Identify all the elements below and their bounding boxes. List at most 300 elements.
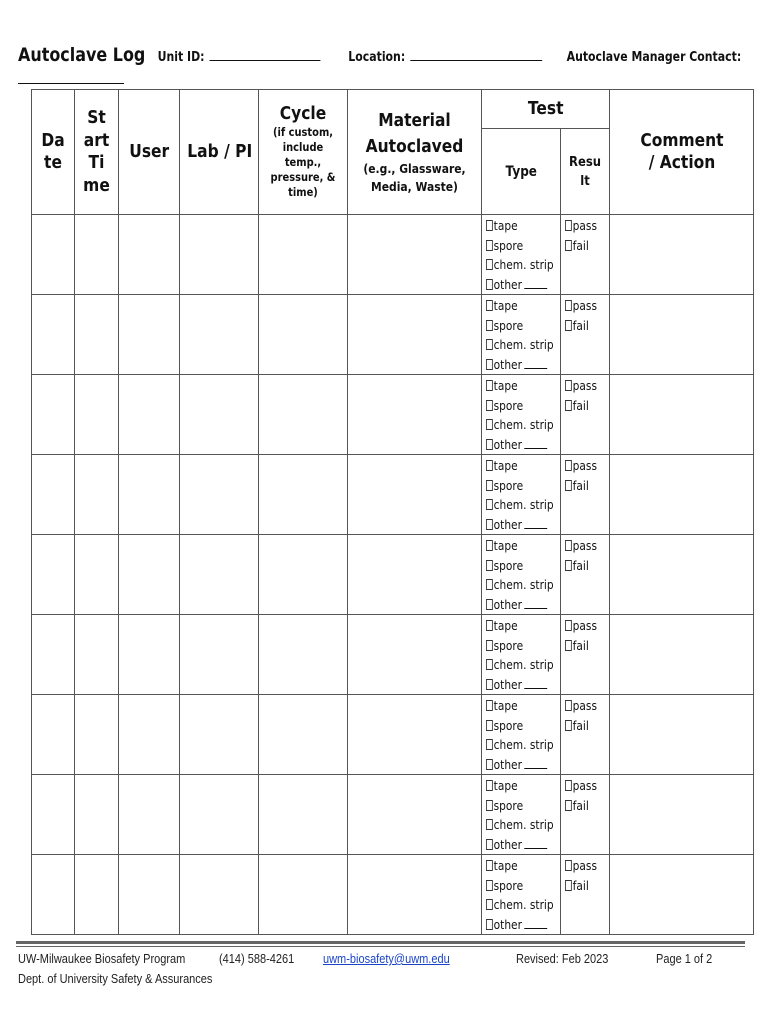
option-label: chem. strip — [493, 337, 554, 352]
table-row — [32, 695, 754, 775]
table-row — [32, 455, 754, 535]
cell-cycle[interactable] — [259, 775, 348, 855]
cell-cycle[interactable] — [259, 615, 348, 695]
checkbox[interactable] — [486, 780, 493, 791]
cell-cycle[interactable] — [259, 855, 348, 935]
cell-date[interactable] — [32, 535, 75, 615]
checkbox[interactable] — [486, 300, 493, 311]
cell-test-type — [482, 775, 561, 855]
date-header-label: Date — [41, 129, 65, 173]
cell-date[interactable] — [32, 775, 75, 855]
cell-comment[interactable] — [610, 455, 754, 535]
checkbox[interactable] — [486, 839, 493, 850]
footer-revised: Revised: Feb 2023 — [516, 952, 609, 966]
cell-start-time[interactable] — [75, 375, 119, 455]
test-result-option[interactable] — [565, 296, 602, 316]
test-type-option[interactable] — [486, 415, 554, 435]
cell-comment[interactable] — [610, 375, 754, 455]
test-type-option[interactable] — [486, 536, 549, 556]
test-type-option[interactable] — [486, 255, 554, 275]
option-label: other — [493, 516, 522, 532]
checkbox[interactable] — [486, 579, 493, 590]
option-label: tape — [493, 778, 518, 793]
checkbox[interactable] — [486, 919, 493, 930]
test-type-option[interactable] — [486, 495, 554, 515]
test-result-option[interactable] — [565, 236, 602, 256]
option-label: spore — [493, 717, 524, 733]
cell-lab-pi[interactable] — [180, 615, 259, 695]
option-label: tape — [493, 618, 518, 633]
option-label: tape — [493, 298, 518, 313]
cycle-header-label: Cycle — [279, 102, 327, 124]
checkbox[interactable] — [565, 300, 572, 311]
cell-user[interactable] — [119, 215, 180, 295]
other-specify-field[interactable] — [525, 839, 548, 849]
test-type-option[interactable] — [486, 355, 549, 375]
option-label: chem. strip — [493, 657, 554, 672]
option-label: spore — [493, 877, 524, 893]
cell-material[interactable] — [348, 375, 482, 455]
start-time-header-label: Start Time — [83, 107, 110, 196]
checkbox[interactable] — [486, 460, 493, 471]
test-type-option[interactable] — [486, 515, 549, 535]
checkbox[interactable] — [486, 380, 493, 391]
option-label: chem. strip — [493, 257, 554, 272]
col-user-header — [119, 90, 180, 215]
other-specify-field[interactable] — [525, 759, 548, 769]
col-test-header — [482, 90, 610, 129]
unit-id-label: Unit ID: — [157, 50, 205, 65]
table-row — [32, 855, 754, 935]
checkbox[interactable] — [565, 800, 572, 811]
checkbox[interactable] — [565, 480, 572, 491]
cell-user[interactable] — [119, 375, 180, 455]
option-label: tape — [493, 458, 518, 473]
cell-date[interactable] — [32, 455, 75, 535]
option-label: fail — [572, 877, 589, 893]
test-result-option[interactable] — [565, 716, 602, 736]
cell-start-time[interactable] — [75, 455, 119, 535]
checkbox[interactable] — [565, 620, 572, 631]
option-label: other — [493, 276, 522, 292]
option-label: tape — [493, 378, 518, 393]
test-type-option[interactable] — [486, 316, 549, 336]
checkbox[interactable] — [486, 720, 493, 731]
option-label: spore — [493, 797, 524, 813]
test-type-option[interactable] — [486, 376, 549, 396]
option-label: fail — [572, 397, 589, 413]
checkbox[interactable] — [565, 380, 572, 391]
checkbox[interactable] — [486, 819, 493, 830]
checkbox[interactable] — [486, 480, 493, 491]
cell-lab-pi[interactable] — [180, 215, 259, 295]
test-result-option[interactable] — [565, 556, 602, 576]
checkbox[interactable] — [565, 240, 572, 251]
footer-phone: (414) 588-4261 — [219, 952, 295, 966]
option-label: pass — [572, 618, 597, 633]
cell-lab-pi[interactable] — [180, 375, 259, 455]
cell-test-result — [561, 295, 610, 375]
type-header-label: Type — [505, 164, 537, 181]
cell-comment[interactable] — [610, 615, 754, 695]
cell-start-time[interactable] — [75, 215, 119, 295]
option-label: pass — [572, 778, 597, 793]
form-header — [18, 44, 742, 68]
checkbox[interactable] — [565, 780, 572, 791]
test-result-option[interactable] — [565, 476, 602, 496]
option-label: pass — [572, 698, 597, 713]
test-result-option[interactable] — [565, 616, 602, 636]
option-label: fail — [572, 477, 589, 493]
cell-date[interactable] — [32, 215, 75, 295]
cell-user[interactable] — [119, 535, 180, 615]
table-row — [32, 535, 754, 615]
test-result-option[interactable] — [565, 376, 602, 396]
test-type-option[interactable] — [486, 595, 549, 615]
option-label: other — [493, 756, 522, 772]
checkbox[interactable] — [565, 320, 572, 331]
option-label: fail — [572, 317, 589, 333]
checkbox[interactable] — [486, 499, 493, 510]
test-type-option[interactable] — [486, 456, 549, 476]
option-label: spore — [493, 477, 524, 493]
test-type-option[interactable] — [486, 616, 549, 636]
cell-test-type — [482, 695, 561, 775]
checkbox[interactable] — [565, 880, 572, 891]
cell-user[interactable] — [119, 455, 180, 535]
test-type-option[interactable] — [486, 796, 549, 816]
cell-comment[interactable] — [610, 695, 754, 775]
checkbox[interactable] — [486, 860, 493, 871]
test-type-option[interactable] — [486, 556, 549, 576]
footer-program: UW-Milwaukee Biosafety Program — [18, 952, 186, 966]
checkbox[interactable] — [565, 860, 572, 871]
cell-cycle[interactable] — [259, 295, 348, 375]
col-comment-header — [610, 90, 754, 215]
cell-cycle[interactable] — [259, 535, 348, 615]
option-label: spore — [493, 237, 524, 253]
footer-email-link[interactable]: uwm-biosafety@uwm.edu — [323, 952, 450, 966]
checkbox[interactable] — [565, 400, 572, 411]
test-result-option[interactable] — [565, 696, 602, 716]
table-row — [32, 615, 754, 695]
checkbox[interactable] — [486, 439, 493, 450]
cell-material[interactable] — [348, 455, 482, 535]
option-label: pass — [572, 538, 597, 553]
cell-date[interactable] — [32, 375, 75, 455]
test-result-option[interactable] — [565, 216, 602, 236]
checkbox[interactable] — [486, 659, 493, 670]
checkbox[interactable] — [486, 279, 493, 290]
test-type-option[interactable] — [486, 835, 549, 855]
cell-start-time[interactable] — [75, 615, 119, 695]
test-type-option[interactable] — [486, 876, 549, 896]
other-specify-field[interactable] — [525, 519, 548, 529]
checkbox[interactable] — [486, 880, 493, 891]
col-lab-pi-header — [180, 90, 259, 215]
cell-test-result — [561, 615, 610, 695]
cell-test-type — [482, 855, 561, 935]
cell-material[interactable] — [348, 295, 482, 375]
option-label: chem. strip — [493, 497, 554, 512]
cell-material[interactable] — [348, 215, 482, 295]
col-start-time-header — [75, 90, 119, 215]
user-header-label: User — [129, 140, 169, 162]
option-label: tape — [493, 858, 518, 873]
cell-lab-pi[interactable] — [180, 695, 259, 775]
checkbox[interactable] — [486, 419, 493, 430]
test-type-option[interactable] — [486, 476, 549, 496]
cell-test-result — [561, 375, 610, 455]
test-result-option[interactable] — [565, 776, 602, 796]
cell-comment[interactable] — [610, 855, 754, 935]
checkbox[interactable] — [486, 899, 493, 910]
option-label: other — [493, 436, 522, 452]
footer-dept: Dept. of University Safety & Assurances — [18, 972, 213, 986]
option-label: pass — [572, 218, 597, 233]
cell-lab-pi[interactable] — [180, 295, 259, 375]
result-header-label: Result — [569, 154, 602, 189]
other-specify-field[interactable] — [525, 279, 548, 289]
test-type-option[interactable] — [486, 895, 554, 915]
cell-cycle[interactable] — [259, 455, 348, 535]
log-body — [32, 215, 754, 935]
checkbox[interactable] — [565, 720, 572, 731]
test-type-option[interactable] — [486, 335, 554, 355]
col-test-result-header — [561, 129, 610, 215]
option-label: fail — [572, 717, 589, 733]
cell-start-time[interactable] — [75, 295, 119, 375]
other-specify-field[interactable] — [525, 599, 548, 609]
test-type-option[interactable] — [486, 435, 549, 455]
other-specify-field[interactable] — [525, 359, 548, 369]
option-label: pass — [572, 378, 597, 393]
cell-start-time[interactable] — [75, 535, 119, 615]
cell-material[interactable] — [348, 775, 482, 855]
cell-test-type — [482, 295, 561, 375]
checkbox[interactable] — [486, 240, 493, 251]
test-type-option[interactable] — [486, 575, 554, 595]
test-type-option[interactable] — [486, 675, 549, 695]
option-label: pass — [572, 858, 597, 873]
cell-lab-pi[interactable] — [180, 775, 259, 855]
table-row — [32, 295, 754, 375]
cell-date[interactable] — [32, 295, 75, 375]
checkbox[interactable] — [486, 739, 493, 750]
cell-cycle[interactable] — [259, 215, 348, 295]
table-row — [32, 775, 754, 855]
checkbox[interactable] — [486, 700, 493, 711]
checkbox[interactable] — [486, 560, 493, 571]
option-label: chem. strip — [493, 737, 554, 752]
test-result-option[interactable] — [565, 396, 602, 416]
cell-date[interactable] — [32, 695, 75, 775]
cell-test-type — [482, 215, 561, 295]
option-label: other — [493, 596, 522, 612]
test-type-option[interactable] — [486, 216, 549, 236]
manager-contact-field[interactable] — [18, 83, 124, 84]
location-label: Location: — [348, 50, 406, 65]
unit-id-field[interactable] — [209, 50, 320, 61]
cell-date[interactable] — [32, 615, 75, 695]
option-label: fail — [572, 237, 589, 253]
cell-test-result — [561, 215, 610, 295]
location-field[interactable] — [410, 50, 542, 61]
test-result-option[interactable] — [565, 856, 602, 876]
cell-cycle[interactable] — [259, 695, 348, 775]
material-header-label: Material Autoclaved — [365, 110, 464, 158]
checkbox[interactable] — [486, 759, 493, 770]
cell-date[interactable] — [32, 855, 75, 935]
cell-lab-pi[interactable] — [180, 855, 259, 935]
test-type-option[interactable] — [486, 275, 549, 295]
test-type-option[interactable] — [486, 776, 549, 796]
checkbox[interactable] — [486, 540, 493, 551]
option-label: other — [493, 836, 522, 852]
test-result-option[interactable] — [565, 876, 602, 896]
test-result-option[interactable] — [565, 316, 602, 336]
col-cycle-header — [259, 90, 348, 215]
option-label: chem. strip — [493, 817, 554, 832]
checkbox[interactable] — [565, 220, 572, 231]
cycle-header-note: (if custom, include temp., pressure, & time) — [270, 125, 336, 200]
option-label: chem. strip — [493, 897, 554, 912]
material-header-note: (e.g., Glassware, Media, Waste) — [363, 161, 466, 194]
option-label: fail — [572, 557, 589, 573]
option-label: chem. strip — [493, 417, 554, 432]
autoclave-log-table — [31, 89, 754, 935]
option-label: other — [493, 916, 522, 932]
cell-test-type — [482, 455, 561, 535]
option-label: other — [493, 356, 522, 372]
test-type-option[interactable] — [486, 716, 549, 736]
cell-material[interactable] — [348, 535, 482, 615]
checkbox[interactable] — [565, 640, 572, 651]
cell-comment[interactable] — [610, 775, 754, 855]
cell-material[interactable] — [348, 855, 482, 935]
col-test-type-header — [482, 129, 561, 215]
test-type-option[interactable] — [486, 236, 549, 256]
cell-test-result — [561, 535, 610, 615]
checkbox[interactable] — [486, 339, 493, 350]
cell-user[interactable] — [119, 855, 180, 935]
test-type-option[interactable] — [486, 296, 549, 316]
cell-test-result — [561, 455, 610, 535]
checkbox[interactable] — [486, 519, 493, 530]
cell-material[interactable] — [348, 615, 482, 695]
cell-lab-pi[interactable] — [180, 535, 259, 615]
checkbox[interactable] — [486, 640, 493, 651]
option-label: pass — [572, 298, 597, 313]
test-type-option[interactable] — [486, 815, 554, 835]
test-result-option[interactable] — [565, 796, 602, 816]
table-row — [32, 375, 754, 455]
option-label: tape — [493, 538, 518, 553]
option-label: fail — [572, 637, 589, 653]
cell-user[interactable] — [119, 775, 180, 855]
option-label: spore — [493, 397, 524, 413]
comment-header-label: Comment / Action — [639, 129, 724, 173]
option-label: spore — [493, 637, 524, 653]
test-header-label: Test — [527, 97, 564, 119]
option-label: tape — [493, 218, 518, 233]
cell-test-result — [561, 695, 610, 775]
cell-user[interactable] — [119, 615, 180, 695]
option-label: fail — [572, 797, 589, 813]
option-label: spore — [493, 317, 524, 333]
test-type-option[interactable] — [486, 735, 554, 755]
lab-pi-header-label: Lab / PI — [187, 140, 253, 162]
checkbox[interactable] — [486, 620, 493, 631]
test-type-option[interactable] — [486, 856, 549, 876]
table-row — [32, 215, 754, 295]
cell-start-time[interactable] — [75, 855, 119, 935]
checkbox[interactable] — [486, 220, 493, 231]
checkbox[interactable] — [486, 679, 493, 690]
other-specify-field[interactable] — [525, 919, 548, 929]
manager-contact-label: Autoclave Manager Contact: — [566, 50, 742, 65]
checkbox[interactable] — [486, 800, 493, 811]
page-title: Autoclave Log — [18, 44, 146, 66]
cell-material[interactable] — [348, 695, 482, 775]
other-specify-field[interactable] — [525, 439, 548, 449]
checkbox[interactable] — [486, 320, 493, 331]
checkbox[interactable] — [565, 460, 572, 471]
checkbox[interactable] — [486, 359, 493, 370]
footer-rule — [16, 941, 745, 947]
col-date-header — [32, 90, 75, 215]
cell-test-type — [482, 375, 561, 455]
option-label: spore — [493, 557, 524, 573]
cell-comment[interactable] — [610, 535, 754, 615]
checkbox[interactable] — [565, 560, 572, 571]
test-result-option[interactable] — [565, 636, 602, 656]
option-label: chem. strip — [493, 577, 554, 592]
cell-start-time[interactable] — [75, 695, 119, 775]
cell-test-type — [482, 615, 561, 695]
cell-comment[interactable] — [610, 295, 754, 375]
option-label: pass — [572, 458, 597, 473]
cell-test-result — [561, 775, 610, 855]
checkbox[interactable] — [565, 700, 572, 711]
test-type-option[interactable] — [486, 915, 549, 935]
cell-start-time[interactable] — [75, 775, 119, 855]
test-result-option[interactable] — [565, 536, 602, 556]
col-material-header — [348, 90, 482, 215]
option-label: tape — [493, 698, 518, 713]
cell-test-type — [482, 535, 561, 615]
cell-user[interactable] — [119, 695, 180, 775]
test-type-option[interactable] — [486, 396, 549, 416]
footer-page-number: Page 1 of 2 — [656, 952, 713, 966]
checkbox[interactable] — [565, 540, 572, 551]
test-result-option[interactable] — [565, 456, 602, 476]
cell-cycle[interactable] — [259, 375, 348, 455]
test-type-option[interactable] — [486, 655, 554, 675]
option-label: other — [493, 676, 522, 692]
checkbox[interactable] — [486, 400, 493, 411]
cell-test-result — [561, 855, 610, 935]
cell-user[interactable] — [119, 295, 180, 375]
checkbox[interactable] — [486, 259, 493, 270]
checkbox[interactable] — [486, 599, 493, 610]
cell-lab-pi[interactable] — [180, 455, 259, 535]
test-type-option[interactable] — [486, 696, 549, 716]
test-type-option[interactable] — [486, 636, 549, 656]
cell-comment[interactable] — [610, 215, 754, 295]
test-type-option[interactable] — [486, 755, 549, 775]
other-specify-field[interactable] — [525, 679, 548, 689]
